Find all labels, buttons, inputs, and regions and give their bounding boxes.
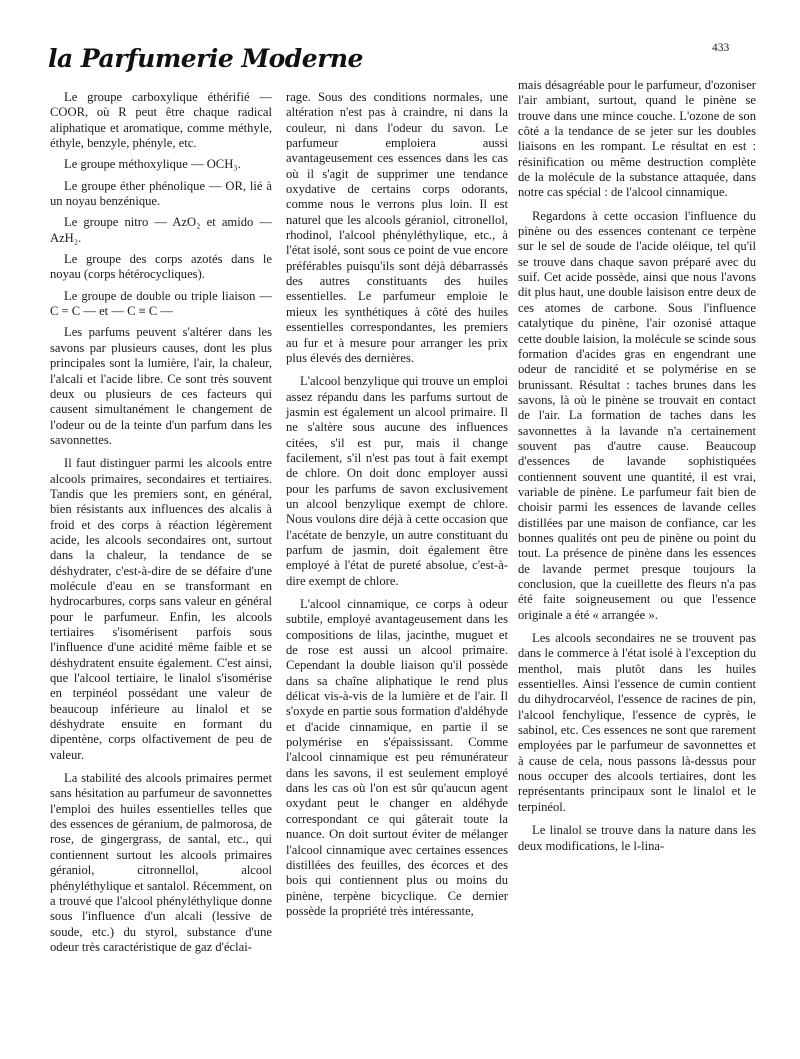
paragraph: mais désagréable pour le parfumeur, d'ozoniser l'air ambiant, surtout, quand le pinène se trouve dans une mince couche. L'ozone de son côté a la tendance de se jeter sur les doubles liaisons en les rompant. Le résultat en est : résinification ou même destruction complète de la molécule de la substance attaquée, dans notre cas spécial : de l'alcool cinnamique. [518, 78, 756, 200]
paragraph: rage. Sous des conditions normales, une altération n'est pas à craindre, ni dans la couleur, ni dans l'odeur du savon. Le parfumeur emploiera aussi avantageusement ces essences dans les cas où il s'agit de supprimer une tendance oxydative de certains corps odorants, comme nous le verrons plus loin. Il est naturel que les alcools géraniol, citronellol, rhodinol, l'alcool phényléthylique, etc., à l'état isolé, sont sous ce point de vue encore préférables puisqu'ils sont déjà débarrassés des autres constituants des huiles essentielles. Le parfumeur emploie le mieux les synthétiques à côté des huiles essentielles correspondantes, les premiers au fur et à mesure pour arranger les prix plus élevés des dernières. [286, 90, 508, 365]
paragraph: Les alcools secondaires ne se trouvent pas dans le commerce à l'état isolé à l'exception du menthol, mais plutôt dans les huiles essentielles. Ainsi l'essence de cumin contient du dihydrocarvéol, l'essence de racines de pin, l'alcool fenchylique, l'essence de cyprès, le sabinol, etc. Ces essences ne sont que rarement employées par le parfumeur de savonnettes et à cause de cela, nous passons là-dessus pour nous occuper des alcools tertiaires, dont les représentants principaux sont le linalol et le terpinéol. [518, 631, 756, 814]
paragraph: L'alcool benzylique qui trouve un emploi assez répandu dans les parfums surtout de jasmin est également un alcool primaire. Il ne s'altère sous aucune des influences citées, s'il est pur, mais il change facilement, s'il n'est pas tout à fait exempt de chlore. On doit donc employer aussi pour les parfums de savon exclusivement un alcool benzylique exempt de chlore. Nous voulons dire déjà à cette occasion que l'acétate de benzyle, un autre constituant du parfum de jasmin, doit également être employé à l'état de pureté absolue, c'est-à-dire exempt de chlore. [286, 374, 508, 588]
paragraph: Le groupe carboxylique éthérifié — COOR, où R peut être chaque radical aliphatique et aromatique, comme méthyle, éthyle, benzyle, phényle, etc. [50, 90, 272, 151]
paragraph: Les parfums peuvent s'altérer dans les savons par plusieurs causes, dont les plus principales sont la lumière, l'air, la chaleur, l'alcali et l'acide libre. Ce sont très souvent deux ou plusieurs de ces facteurs qui causent simultanément le changement de l'odeur ou de la teinte d'un parfum dans les savonnettes. [50, 325, 272, 447]
text-column-1 [50, 90, 272, 961]
paragraph: Le groupe méthoxylique — OCH₃. [64, 157, 241, 172]
paragraph: Le groupe de double ou triple liaison — C = C — et — C ≡ C — [50, 288, 272, 319]
paragraph: Le groupe nitro — AzO₂ et amido — AzH₂. [50, 215, 272, 245]
journal-masthead: la Parfumerie Moderne [48, 44, 363, 73]
paragraph: La stabilité des alcools primaires permet sans hésitation au parfumeur de savonnettes l'emploi des huiles essentielles telles que des essences de géranium, de palmorosa, de rose, de gingergrass, de santal, etc., qui contiennent surtout les alcools primaires géraniol, citronnellol, alcool phényléthylique et santalol. Récemment, on a trouvé que l'alcool phényléthylique donne sous l'influence d'un alcali (lessive de soude, etc.) du styrol, substance d'une odeur très caractéristique de gaz d'éclai- [50, 771, 272, 954]
paragraph: Regardons à cette occasion l'influence du pinène ou des essences contenant ce terpène sur le sel de soude de l'acide oléique, tel qu'il se trouve dans chaque savon préparé avec du suif. Cet acide possède, ainsi que nous l'avons dit plus haut, une double laisison entre deux de ces atomes de carbone. Sous l'influence catalytique du pinène, l'air ozonisé attaque cette double laision, la molécule se scinde sous formation d'acides gras en engendrant une odeur de rancidité et se polymérise en se brunissant. Résultat : taches brunes dans les savons, là où le pinène se trouvait en contact de l'air. La formation de taches dans les savonnettes à la lavande n'a certainement souvent pas d'autre cause. Beaucoup d'essences de lavande sophistiquées contiennent souvent une quantité, il est vrai, variable de pinène. Le parfumeur fait bien de choisir parmi les essences de lavande celles distillées par une maison de confiance, car les bonnes qualités ont peu de pinène ou point du tout. La présence de pinène dans les essences de lavande permet presque toujours la conclusion, que la cueillette des fleurs n'a pas été faite soigneusement ou que l'essence originale a été « arrangée ». [518, 208, 756, 622]
paragraph: Le groupe des corps azotés dans le noyau (corps hétérocycliques). [50, 252, 272, 282]
paragraph: L'alcool cinnamique, ce corps à odeur subtile, employé avantageusement dans les compositions de lilas, jacinthe, muguet et de rose est aussi un alcool primaire. Cependant la double liaison qu'il possède dans sa chaîne aliphatique le rend plus délicat vis-à-vis de la lumière et de l'air. Il s'oxyde en partie sous formation d'aldéhyde et d'acide cinnamique, en partie il se polymérise en s'épaississant. Comme l'alcool cinnamique est peu rémunérateur dans les savons, il est seulement employé dans les cas où l'on est sûr qu'aucun agent oxydant peut le changer en aldéhyde correspondant ce qui gâterait toute la nuance. On doit surtout éviter de mélanger l'alcool cinnamique avec certaines essences distillées des feuilles, des écorces et des bois qui contiennent plus ou moins du pinène, terpène bicyclique. Ce dernier possède la propriété très intéressante, [286, 597, 508, 918]
text-column-2 [286, 90, 508, 925]
text-column-3 [518, 78, 756, 860]
page-number: 433 [712, 42, 730, 54]
paragraph: Le linalol se trouve dans la nature dans les deux modifications, le l-lina- [518, 823, 756, 853]
paragraph: Le groupe éther phénolique — OR, lié à un noyau benzénique. [50, 178, 272, 209]
paragraph: Il faut distinguer parmi les alcools entre alcools primaires, secondaires et tertiaires. Tandis que les premiers sont, en général, bien résistants aux influences des alcalis à froid et des corps à réaction légèrement acide, les alcools secondaires ont, surtout dans la chaleur, la tendance de se déshydrater, c'est-à-dire de se défaire d'une molécule d'eau en se transformant en hydrocarbures, corps sans valeur en général pour le parfumeur. Enfin, les alcools tertiaires s'isomérisent parfois sous l'influence d'une acidité même faible et se déshydratent ensuite également. C'est ainsi, que l'alcool tertiaire, le linalol s'isomérise en terpinéol possédant une valeur de beaucoup inférieure au linalol et se déshydrate ensuite en formant du dipentène, corps olfactivement de peu de valeur. [50, 456, 272, 762]
